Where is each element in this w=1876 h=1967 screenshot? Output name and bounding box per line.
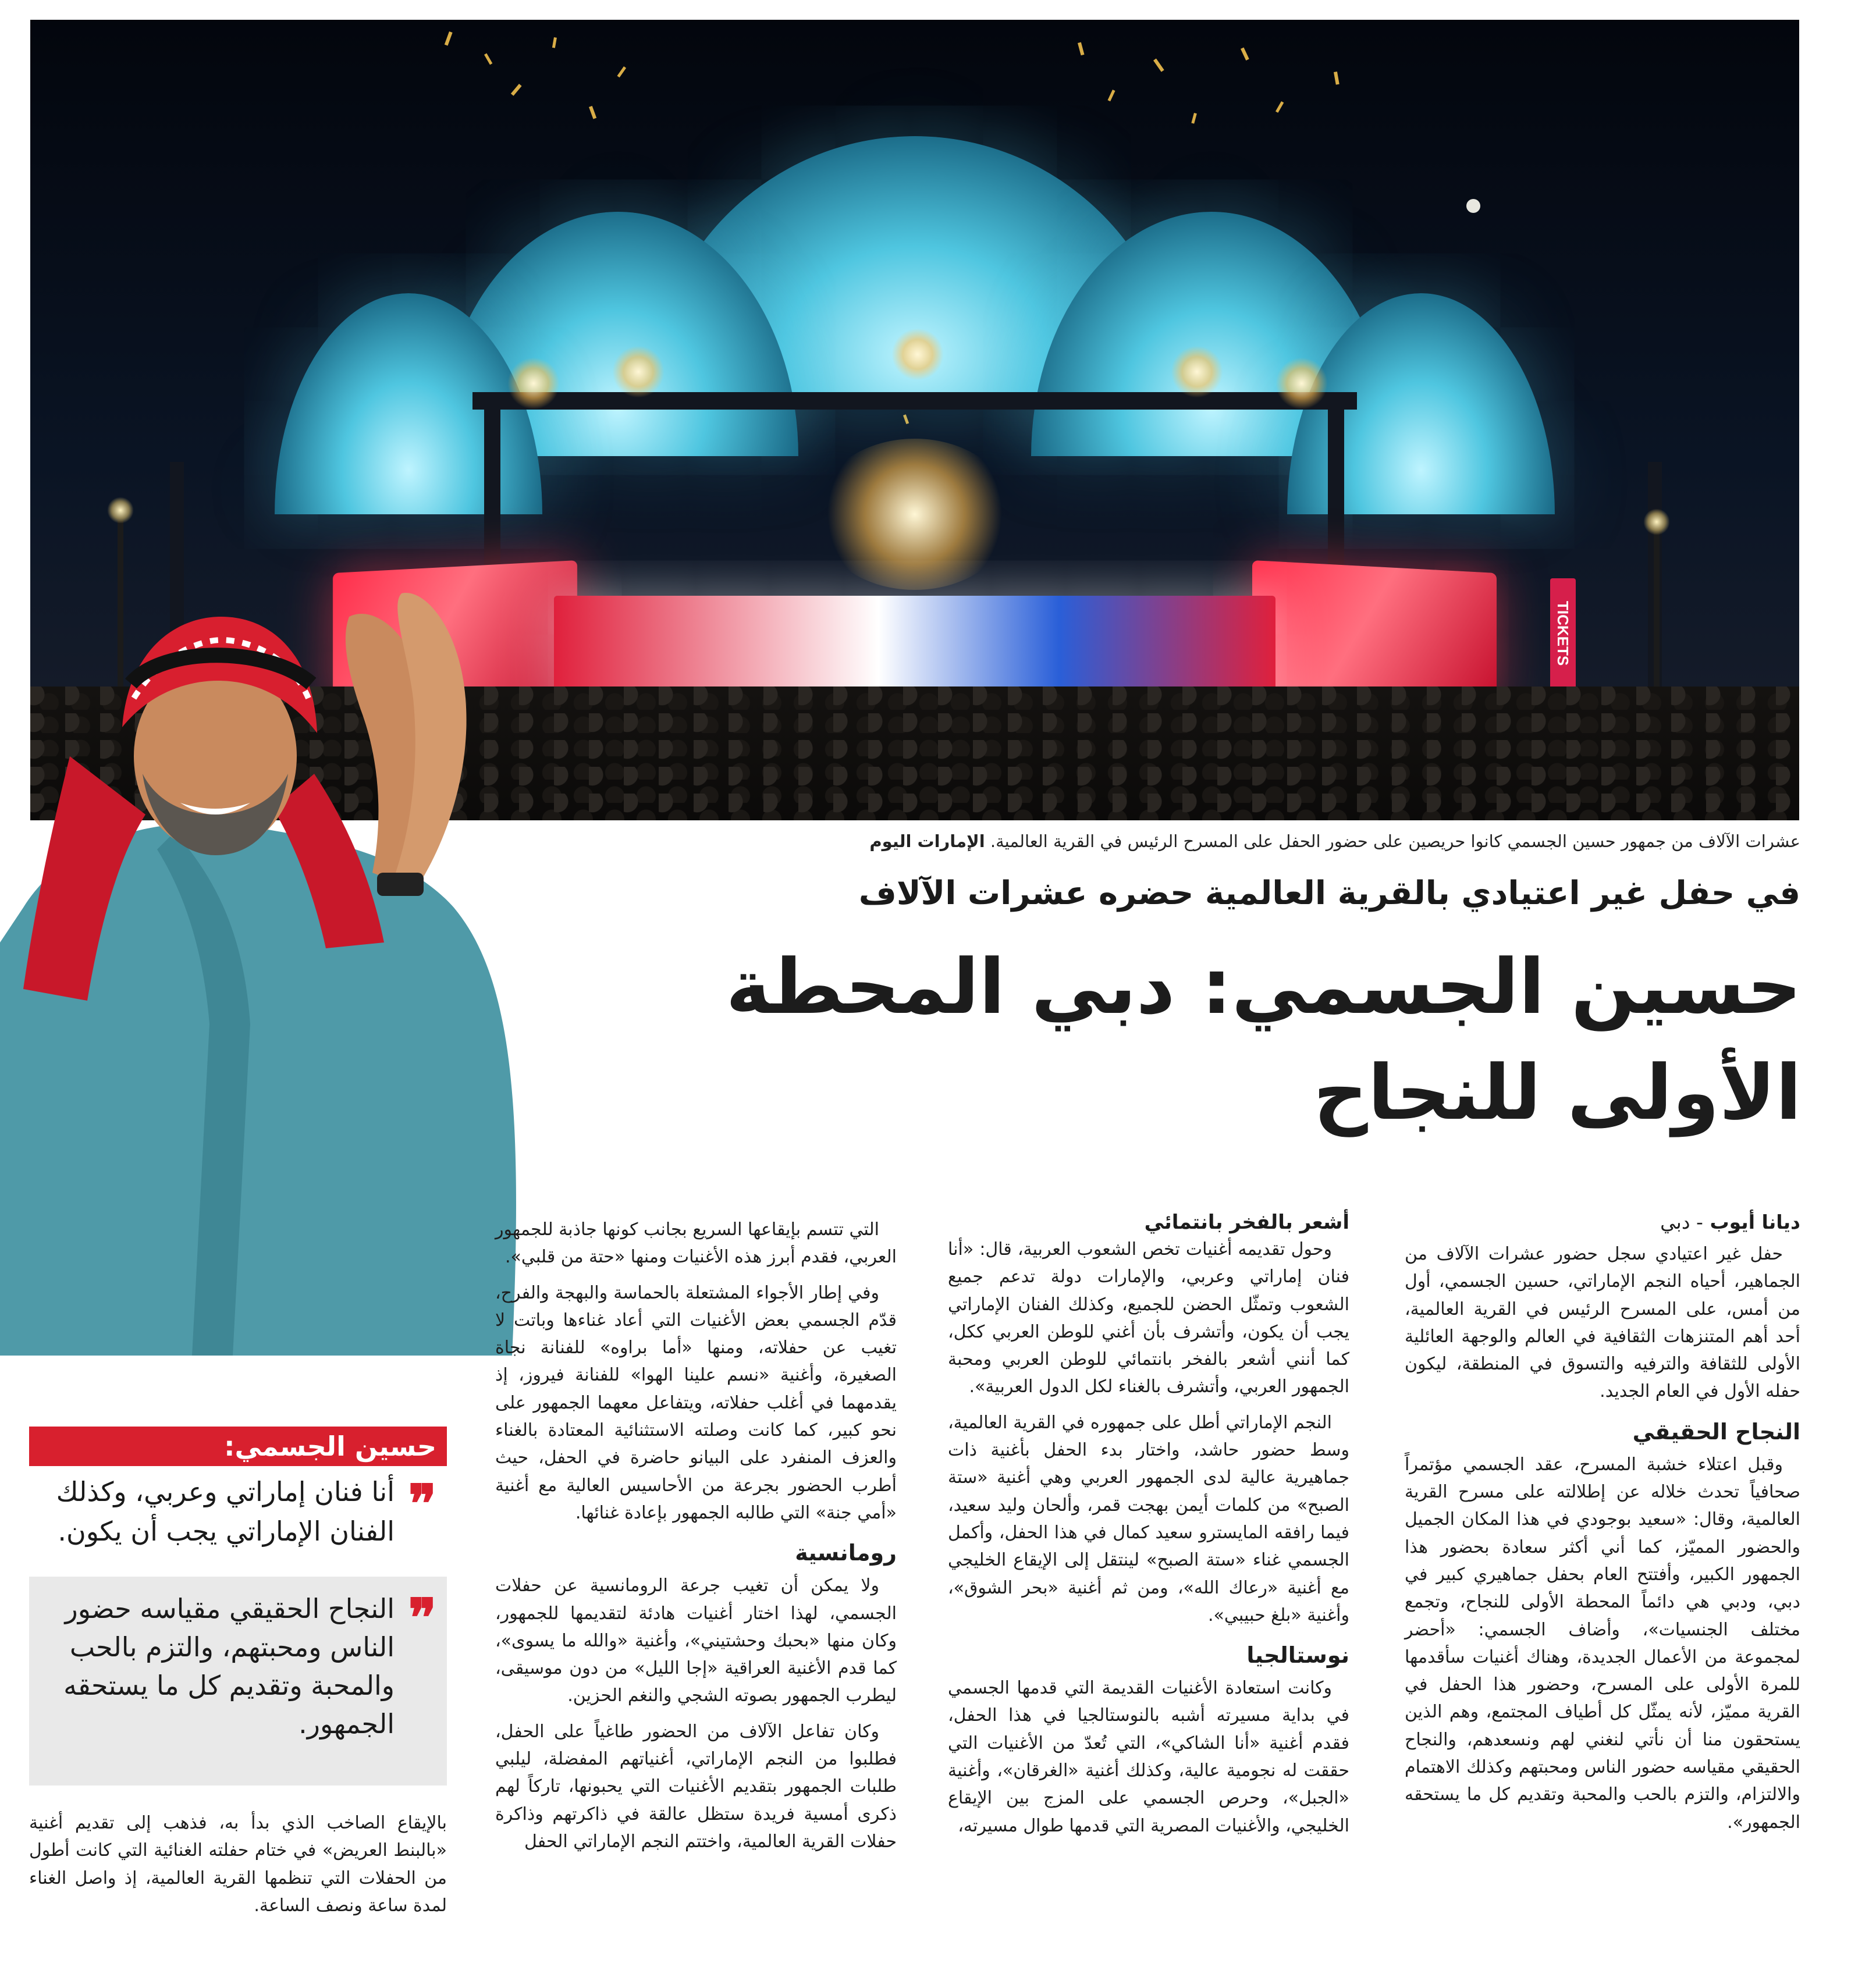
pull-quote-box — [29, 1427, 447, 1785]
byline-place: - دبي — [1660, 1211, 1703, 1233]
article-paragraph: وفي إطار الأجواء المشتعلة بالحماسة والبهجة والفرح، قدّم الجسمي بعض الأغنيات التي أعاد غناءها وباتت لا تغيب عن حفلاته، ومنها «أما براوه» للفنانة نجاة الصغيرة، وأغنية «نسم علينا الهوا» للفنانة فيروز، إذ يقدمهما في أغلب حفلاته، ويتفاعل معهما الجمهور على نحو كبير، كما كانت وصلته الاستثنائية المعتادة بالغناء والعزف المنفرد على البيانو حاضرة في الحفل، حيث أطرب الحضور بجرعة من الأحاسيس العالية مع أغنية «أمي جنة» التي طالبه الجمهور بإعادة غنائها. — [495, 1282, 897, 1523]
pull-quote-2-text: النجاح الحقيقي مقياسه حضور الناس ومحبتهم، والتزم بالحب والمحبة وتقديم كل ما يستحقه الجمهور. — [63, 1593, 395, 1740]
photo-credit: الإمارات اليوم — [869, 831, 985, 851]
article-paragraph: ولا يمكن أن تغيب جرعة الرومانسية عن حفلات الجسمي، لهذا اختار أغنيات هادئة لتقديمها للجمهور، وكان منها «بحبك وحشتيني»، وأغنية «والله ما يسوى»، كما قدم الأغنية العراقية «إجا الليل» من دون موسيقى، ليطرب الجمهور بصوته الشجي والنغم الحزين. — [495, 1575, 897, 1706]
byline-name: ديانا أيوب — [1710, 1211, 1800, 1233]
subheading-pride: أشعر بالفخر بانتمائي — [1144, 1211, 1349, 1234]
subheading-real-success: النجاح الحقيقي — [1632, 1418, 1800, 1445]
article-paragraph: وكانت استعادة الأغنيات القديمة التي قدمها الجسمي في بداية مسيرته أشبه بالنوستالجيا في هذا الحفل، فقدم أغنية «أنا الشاكي»، التي تُعدّ من الأغنيات التي حققت له نجومية عالية، وكذلك أغنية «الغرقان»، وأغنية «الجبل»، وحرص الجسمي على المزج بين الإيقاع الخليجي، والأغنيات المصرية التي قدمها طوال مسيرته، — [948, 1678, 1349, 1836]
pull-quote-1 — [29, 1466, 447, 1577]
pull-quote-2 — [29, 1577, 447, 1785]
quote-mark-icon: ❞ — [408, 1473, 436, 1535]
column-1 — [1405, 1209, 1800, 1844]
article-paragraph: النجم الإماراتي أطل على جمهوره في القرية العالمية، وسط حضور حاشد، واختار بدء الحفل بأغنية ذات جماهيرية عالية لدى الجمهور العربي وهي أغنية «ستة الصبح» من كلمات أيمن بهجت قمر، وألحان وليد سعيد، فيما رافقه المايسترو سعيد كمال في هذا الحفل، وأكمل الجسمي غناء «ستة الصبح» لينتقل إلى الإيقاع الخليجي مع أغنية «رعاك الله»، ومن ثم أغنية «بحر الشوق»، وأغنية «بلغ حبيبي». — [948, 1412, 1349, 1625]
column-2 — [948, 1209, 1349, 1848]
photo-caption — [66, 828, 1800, 854]
article-paragraph: وحول تقديمه أغنيات تخص الشعوب العربية، قال: «أنا فنان إماراتي وعربي، والإمارات دولة تدعم جميع الشعوب وتمثّل الحضن للجميع، وكذلك الفنان الإماراتي يجب أن يكون، وأتشرف بأن أغني للوطن العربي ككل، كما أنني أشعر بالفخر بانتمائي للوطن العربي ومحبة الجمهور العربي، وأتشرف بالغناء لكل الدول العربية». — [948, 1239, 1349, 1397]
article-paragraph: حفل غير اعتيادي سجل حضور عشرات الآلاف من الجماهير، أحياه النجم الإماراتي، حسين الجسمي، أول من أمس، على المسرح الرئيس في القرية العالمية، أحد أهم المتنزهات الثقافية في العالم والوجهة العائلية الأولى للثقافة والترفيه والتسوق في المنطقة، ليكون حفله الأول في العام الجديد. — [1405, 1244, 1800, 1402]
tickets-sign: TICKETS — [1550, 578, 1576, 689]
article-paragraph: التي تتسم بإيقاعها السريع بجانب كونها جاذبة للجمهور العربي، فقدم أبرز هذه الأغنيات ومنها «حتة من قلبي». — [495, 1219, 897, 1268]
pull-quote-name: حسين الجسمي: — [29, 1427, 447, 1466]
subheading-romance: رومانسية — [795, 1540, 897, 1566]
byline — [1405, 1209, 1800, 1236]
pull-quote-1-text: أنا فنان إماراتي وعربي، وكذلك الفنان الإماراتي يجب أن يكون. — [56, 1476, 395, 1547]
article-paragraph: وقبل اعتلاء خشبة المسرح، عقد الجسمي مؤتمراً صحافياً تحدث خلاله عن إطلالته على مسرح القرية العالمية، وقال: «سعيد بوجودي في هذا المكان الجميل والحضور المميّز، كما أني أكثر سعادة بحضور هذا الجمهور الكبير، وأفتتح العام بحفل جماهيري كبير في دبي، ودبي هي دائماً المحطة الأولى للنجاح، وتجمع مختلف الجنسيات»، وأضاف الجسمي: «أحضر لمجموعة من الأعمال الجديدة، وهناك أغنيات سأقدمها للمرة الأولى على المسرح، وحضور هذا الحفل في القرية مميّز، لأنه يمثّل كل أطياف المجتمع، وهم الذين يستحقون منا أن نأتي لنغني لهم ونسعدهم، والنجاح الحقيقي مقياسه حضور الناس ومحبتهم وكذلك الاهتمام والالتزام، والتزم بالحب والمحبة وتقديم كل ما يستحقه الجمهور». — [1405, 1454, 1800, 1833]
article-paragraph: بالإيقاع الصاخب الذي بدأ به، فذهب إلى تقديم أغنية «بالبنط العريض» في ختام حفلته الغنائية التي كانت أطول من الحفلات التي تنظمها القرية العالمية، إذ واصل الغناء لمدة ساعة ونصف الساعة. — [29, 1813, 447, 1916]
caption-text: عشرات الآلاف من جمهور حسين الجسمي كانوا حريصين على حضور الحفل على المسرح الرئيس في القرية العالمية. — [990, 831, 1800, 851]
quote-mark-icon: ❞ — [408, 1587, 436, 1649]
main-headline: حسين الجسمي: دبي المحطة الأولى للنجاح — [726, 942, 1802, 1137]
kicker-headline: في حفل غير اعتيادي بالقرية العالمية حضره عشرات الآلاف — [858, 874, 1800, 912]
subheading-nostalgia: نوستالجيا — [1246, 1642, 1349, 1669]
column-4 — [29, 1809, 447, 1927]
article-paragraph: وكان تفاعل الآلاف من الحضور طاغياً على الحفل، فطلبوا من النجم الإماراتي، أغنياتهم المفضلة، ليلبي طلبات الجمهور بتقديم الأغنيات التي يحبونها، تاركاً لهم ذكرى أمسية فريدة ستظل عالقة في ذاكرتهم وذاكرة حفلات القرية العالمية، واختتم النجم الإماراتي الحفل — [495, 1721, 897, 1852]
column-3 — [495, 1216, 897, 1863]
